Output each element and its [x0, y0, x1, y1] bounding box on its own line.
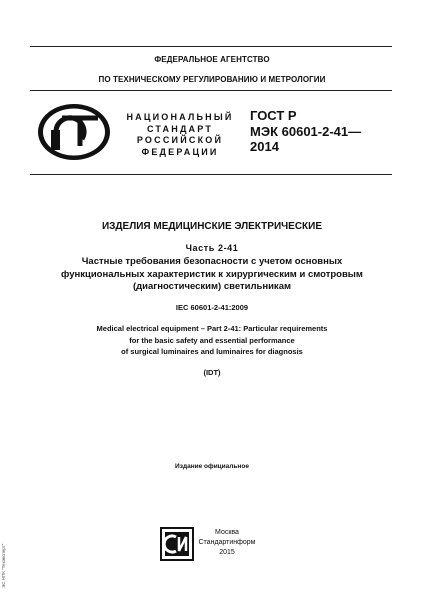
publisher-year: 2015: [219, 549, 235, 556]
natstd-line-1: НАЦИОНАЛЬНЫЙ: [126, 112, 234, 122]
agency-line-1: ФЕДЕРАЛЬНОЕ АГЕНТСТВО: [154, 55, 270, 64]
iec-number: IEC 60601-2-41:2009: [175, 303, 249, 312]
natstd-line-3: РОССИЙСКОЙ: [136, 135, 224, 145]
english-title-line-3: of surgical luminaires and luminaires for diagnosis: [121, 347, 303, 356]
subtitle-line-2: функциональных характеристик к хирургическим и смотровым: [61, 268, 363, 280]
side-watermark: ЭС НПК "Техэксперт": [1, 543, 6, 588]
logo-block-rule: [30, 174, 392, 175]
rst-logo-icon: [36, 102, 112, 162]
subtitle-line-3: (диагностическим) светильникам: [132, 281, 292, 292]
gost-line-3: 2014: [250, 139, 279, 154]
subtitle-line-1: Частные требования безопасности с учетом основных: [81, 256, 343, 267]
natstd-line-2: СТАНДАРТ: [146, 123, 214, 134]
document-title: ИЗДЕЛИЯ МЕДИЦИНСКИЕ ЭЛЕКТРИЧЕСКИЕ: [101, 221, 323, 232]
english-title-line-1: Medical electrical equipment – Part 2-41: Particular requirements: [96, 324, 328, 333]
standartinform-logo-icon: [160, 527, 194, 561]
gost-number: [250, 108, 400, 155]
edition-label: Издание официальное: [175, 463, 249, 470]
agency-line-2: ПО ТЕХНИЧЕСКОМУ РЕГУЛИРОВАНИЮ И МЕТРОЛОГИИ: [98, 75, 326, 84]
gost-line-2: МЭК 60601-2-41—: [250, 123, 362, 139]
part-label: Часть 2-41: [185, 243, 239, 253]
publisher-info: [197, 528, 257, 558]
natstd-line-4: ФЕДЕРАЦИИ: [141, 146, 219, 157]
english-title-line-2: for the basic safety and essential performance: [129, 335, 295, 345]
gost-line-1: ГОСТ Р: [250, 108, 297, 123]
idt-label: (IDT): [203, 368, 221, 377]
english-title: [0, 323, 424, 358]
document-subtitle: [0, 256, 424, 294]
publisher-city: Москва: [215, 529, 239, 536]
publisher-name: Стандартинформ: [198, 539, 256, 546]
top-rule: [30, 46, 392, 47]
national-standard-label: [118, 112, 242, 158]
header-rule: [30, 90, 392, 91]
